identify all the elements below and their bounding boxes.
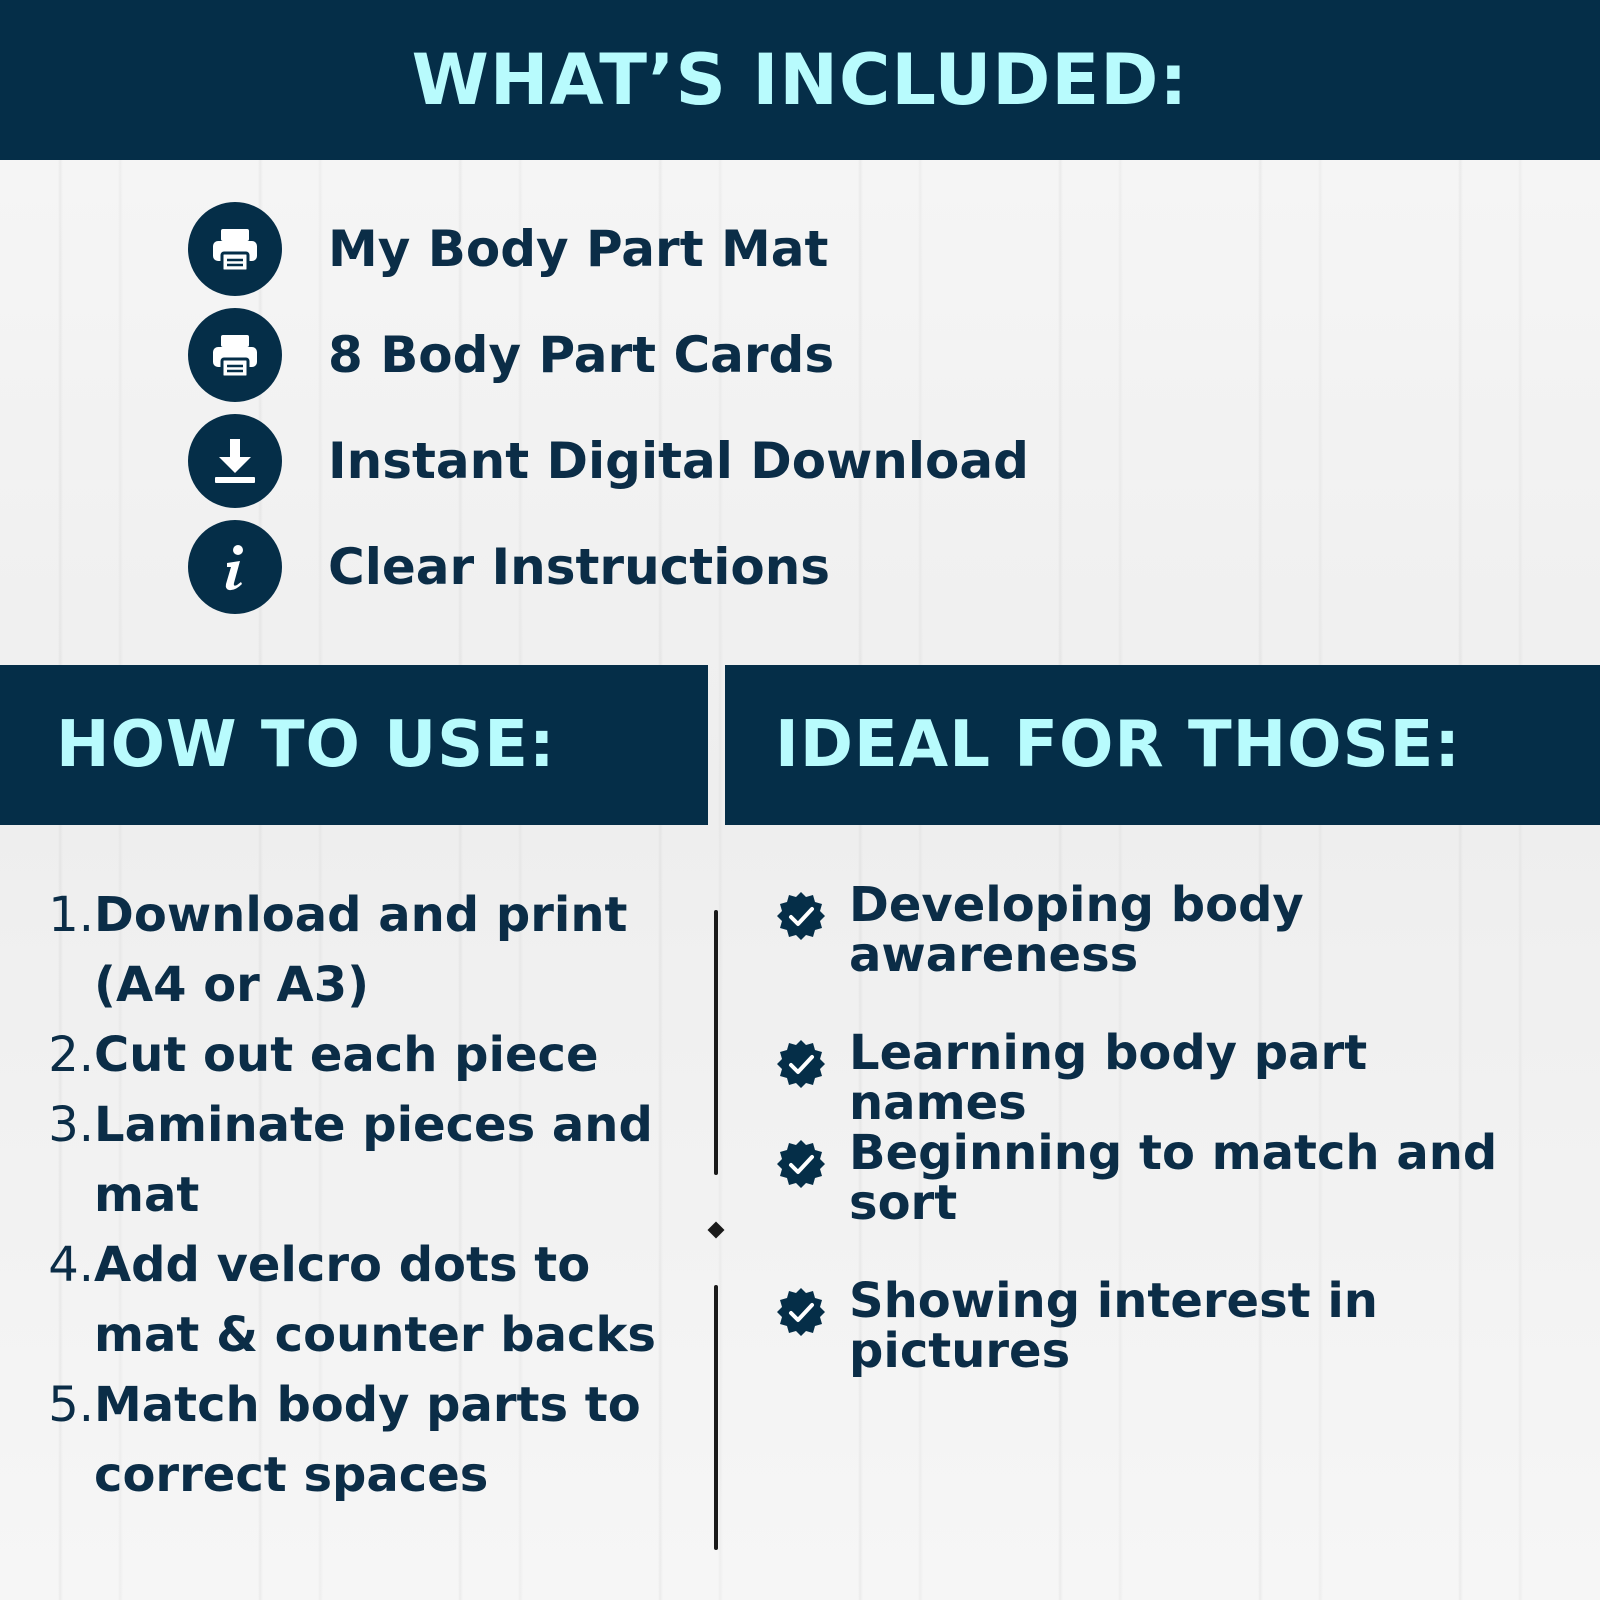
ideal-item-text: Beginning to match and sort [849,1125,1498,1231]
included-item [188,408,1188,514]
step-text: Add velcro dots to mat & counter backs [94,1237,656,1363]
step-number: 5. [48,1377,94,1433]
included-list [188,196,1188,620]
ideal-item-text: Learning body part names [849,1025,1368,1131]
included-label: My Body Part Mat [328,220,829,278]
step-number: 2. [48,1027,94,1083]
included-item [188,302,1188,408]
step-number: 1. [48,887,94,943]
check-badge-icon [775,1286,827,1338]
step-number: 3. [48,1097,94,1153]
list-item [40,1090,680,1230]
check-badge-icon [775,1038,827,1090]
list-item [775,1025,1575,1131]
list-item [775,1273,1575,1386]
printer-icon [188,308,282,402]
step-number: 4. [48,1237,94,1293]
divider-line [714,1285,718,1550]
list-item [40,1020,680,1090]
included-item [188,514,1188,620]
list-item [40,880,680,1020]
list-item [775,877,1575,1028]
download-icon [188,414,282,508]
info-icon [188,520,282,614]
whats-included-banner [0,0,1600,160]
included-label: Clear Instructions [328,538,831,596]
step-text: Cut out each piece [94,1027,599,1083]
step-text: Match body parts to correct spaces [94,1377,641,1503]
list-item [40,1370,680,1510]
included-item [188,196,1188,302]
ideal-for-banner [725,665,1600,825]
ideal-item-text: Showing interest in pictures [849,1273,1378,1379]
divider-diamond [708,1222,725,1239]
ideal-for-title: IDEAL FOR THOSE: [775,708,1461,782]
how-to-use-title: HOW TO USE: [56,708,556,782]
how-to-use-banner [0,665,708,825]
step-text: Laminate pieces and mat [94,1097,653,1223]
divider-line [714,910,718,1175]
included-label: 8 Body Part Cards [328,326,835,384]
printer-icon [188,202,282,296]
step-text: Download and print (A4 or A3) [94,887,628,1013]
ideal-for-list [775,877,1575,1386]
ideal-item-text: Developing body awareness [849,877,1304,983]
list-item [40,1230,680,1370]
included-label: Instant Digital Download [328,432,1029,490]
check-badge-icon [775,1138,827,1190]
list-item [775,1125,1575,1276]
how-to-use-steps [40,880,680,1510]
whats-included-title: WHAT’S INCLUDED: [411,39,1189,121]
check-badge-icon [775,890,827,942]
